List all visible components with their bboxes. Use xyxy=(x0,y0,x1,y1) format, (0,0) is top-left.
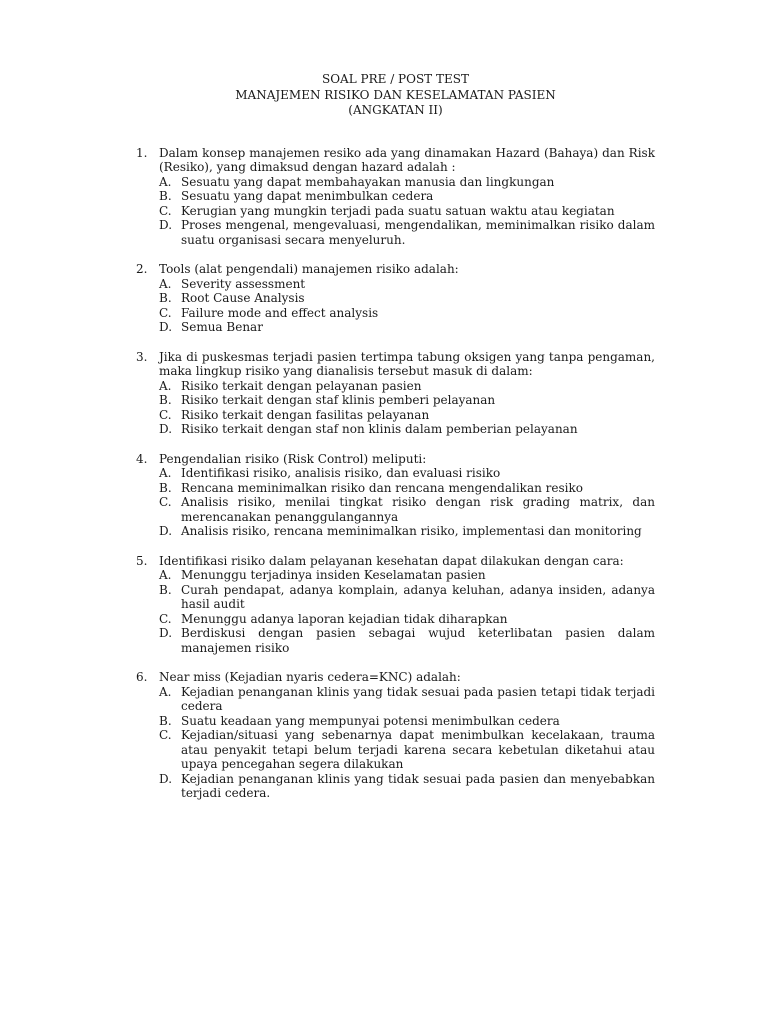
question-text: Jika di puskesmas terjadi pasien tertimpa tabung oksigen yang tanpa pengaman, maka lingkup risiko yang dianalisis tersebut masuk di dalam: xyxy=(159,349,655,378)
option-text: Identifikasi risiko, analisis risiko, dan evaluasi risiko xyxy=(181,466,501,480)
option-letter: C. xyxy=(159,611,172,626)
option-list xyxy=(136,379,655,437)
option-letter: C. xyxy=(159,407,172,422)
question-text: Pengendalian risiko (Risk Control) meliputi: xyxy=(159,451,427,466)
question-item xyxy=(136,554,655,656)
option-text: Kejadian/situasi yang sebenarnya dapat menimbulkan kecelakaan, trauma atau penyakit tetapi belum terjadi karena secara kebetulan diketahui atau upaya pencegahan segera dilakukan xyxy=(181,728,655,771)
option-text: Curah pendapat, adanya komplain, adanya keluhan, adanya insiden, adanya hasil audit xyxy=(181,582,655,611)
option-list xyxy=(136,685,655,801)
option-text: Risiko terkait dengan pelayanan pasien xyxy=(181,378,422,393)
answer-option xyxy=(159,466,655,481)
answer-option xyxy=(159,189,655,204)
question-number: 3. xyxy=(136,349,148,364)
option-letter: A. xyxy=(159,466,172,480)
answer-option xyxy=(159,495,655,524)
option-letter: C. xyxy=(159,728,172,742)
question-item xyxy=(136,350,655,437)
question-text: Dalam konsep manajemen resiko ada yang dinamakan Hazard (Bahaya) dan Risk (Resiko), yang dimaksud dengan hazard adalah : xyxy=(159,145,655,174)
answer-option xyxy=(159,714,655,729)
question-item xyxy=(136,146,655,248)
option-letter: A. xyxy=(159,568,172,582)
option-letter: D. xyxy=(159,524,173,538)
option-text: Failure mode and effect analysis xyxy=(181,305,379,320)
option-text: Analisis risiko, menilai tingkat risiko dengan risk grading matrix, dan merencanakan penanggulangannya xyxy=(181,495,655,524)
option-text: Analisis risiko, rencana meminimalkan risiko, implementasi dan monitoring xyxy=(181,524,642,538)
document-header xyxy=(136,72,655,119)
answer-option xyxy=(159,291,655,306)
question-text: Identifikasi risiko dalam pelayanan kesehatan dapat dilakukan dengan cara: xyxy=(159,553,624,568)
header-batch: (ANGKATAN II) xyxy=(348,103,443,117)
answer-option xyxy=(159,626,655,655)
option-text: Berdiskusi dengan pasien sebagai wujud keterlibatan pasien dalam manajemen risiko xyxy=(181,626,655,655)
answer-option xyxy=(159,612,655,627)
question-stem xyxy=(136,262,655,277)
question-stem xyxy=(136,146,655,175)
option-letter: D. xyxy=(159,626,173,640)
option-text: Proses mengenal, mengevaluasi, mengendalikan, meminimalkan risiko dalam suatu organisasi secara menyeluruh. xyxy=(181,218,655,247)
question-text: Near miss (Kejadian nyaris cedera=KNC) adalah: xyxy=(159,670,461,684)
header-subject: MANAJEMEN RISIKO DAN KESELAMATAN PASIEN xyxy=(235,87,556,102)
answer-option xyxy=(159,175,655,190)
option-letter: A. xyxy=(159,276,172,291)
question-stem xyxy=(136,452,655,467)
answer-option xyxy=(159,204,655,219)
option-text: Suatu keadaan yang mempunyai potensi menimbulkan cedera xyxy=(181,713,560,728)
option-letter: C. xyxy=(159,203,172,218)
option-text: Rencana meminimalkan risiko dan rencana mengendalikan resiko xyxy=(181,480,583,495)
option-letter: D. xyxy=(159,218,173,232)
question-number: 1. xyxy=(136,145,148,160)
answer-option xyxy=(159,306,655,321)
option-text: Risiko terkait dengan staf non klinis dalam pemberian pelayanan xyxy=(181,422,578,436)
answer-option xyxy=(159,277,655,292)
option-text: Menunggu adanya laporan kejadian tidak diharapkan xyxy=(181,611,508,626)
option-text: Kejadian penanganan klinis yang tidak sesuai pada pasien dan menyebabkan terjadi cedera. xyxy=(181,771,655,800)
answer-option xyxy=(159,524,655,539)
question-item xyxy=(136,262,655,335)
answer-option xyxy=(159,685,655,714)
option-list xyxy=(136,568,655,655)
question-number: 4. xyxy=(136,451,148,466)
question-number: 2. xyxy=(136,262,148,276)
option-letter: D. xyxy=(159,422,173,436)
answer-option xyxy=(159,393,655,408)
option-letter: D. xyxy=(159,771,173,786)
option-list xyxy=(136,466,655,539)
question-number: 6. xyxy=(136,670,148,684)
answer-option xyxy=(159,772,655,801)
option-text: Semua Benar xyxy=(181,320,263,334)
option-letter: D. xyxy=(159,320,173,334)
question-stem xyxy=(136,670,655,685)
option-list xyxy=(136,175,655,248)
header-title: SOAL PRE / POST TEST xyxy=(322,72,469,86)
option-letter: B. xyxy=(159,713,172,728)
option-text: Risiko terkait dengan staf klinis pemberi pelayanan xyxy=(181,393,496,407)
answer-option xyxy=(159,379,655,394)
question-number: 5. xyxy=(136,553,148,568)
answer-option xyxy=(159,218,655,247)
question-text: Tools (alat pengendali) manajemen risiko adalah: xyxy=(159,262,459,276)
option-letter: B. xyxy=(159,582,172,597)
question-stem xyxy=(136,554,655,569)
answer-option xyxy=(159,408,655,423)
option-letter: C. xyxy=(159,305,172,320)
option-text: Kerugian yang mungkin terjadi pada suatu satuan waktu atau kegiatan xyxy=(181,203,615,218)
question-list xyxy=(136,146,655,801)
question-item xyxy=(136,452,655,539)
option-letter: B. xyxy=(159,480,172,495)
option-text: Root Cause Analysis xyxy=(181,291,305,305)
option-letter: A. xyxy=(159,684,172,699)
option-text: Sesuatu yang dapat menimbulkan cedera xyxy=(181,189,434,203)
answer-option xyxy=(159,568,655,583)
option-letter: B. xyxy=(159,189,172,203)
option-text: Severity assessment xyxy=(181,276,306,291)
answer-option xyxy=(159,320,655,335)
option-list xyxy=(136,277,655,335)
question-item xyxy=(136,670,655,801)
answer-option xyxy=(159,422,655,437)
option-text: Sesuatu yang dapat membahayakan manusia dan lingkungan xyxy=(181,174,555,189)
answer-option xyxy=(159,481,655,496)
option-text: Menunggu terjadinya insiden Keselamatan pasien xyxy=(181,568,486,582)
option-letter: A. xyxy=(159,174,172,189)
question-stem xyxy=(136,350,655,379)
option-letter: A. xyxy=(159,378,172,393)
option-letter: B. xyxy=(159,291,172,305)
answer-option xyxy=(159,583,655,612)
option-text: Kejadian penanganan klinis yang tidak sesuai pada pasien tetapi tidak terjadi cedera xyxy=(181,684,655,713)
option-letter: B. xyxy=(159,393,172,407)
option-letter: C. xyxy=(159,495,172,509)
option-text: Risiko terkait dengan fasilitas pelayanan xyxy=(181,407,430,422)
answer-option xyxy=(159,728,655,772)
